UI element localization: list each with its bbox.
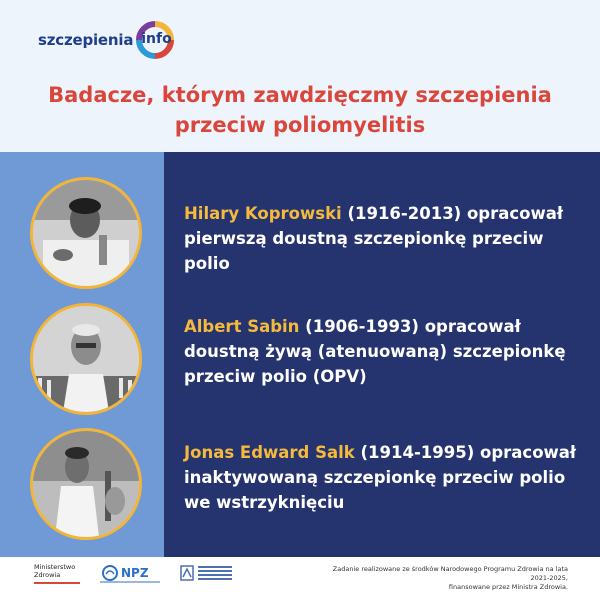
ministry-line-1: Ministerstwo: [34, 563, 76, 571]
logo-ring-icon: [135, 20, 175, 60]
logo[interactable]: [38, 20, 175, 60]
npz-subline: [100, 581, 160, 583]
npz-logo[interactable]: [102, 565, 149, 581]
portrait-koprowski: [30, 177, 142, 289]
scientist-name: Jonas Edward Salk: [184, 443, 355, 462]
nih-logo[interactable]: [180, 564, 232, 582]
npz-logo-icon: [102, 565, 118, 581]
entry-koprowski: [184, 201, 584, 276]
scientist-name: Albert Sabin: [184, 317, 300, 336]
portrait-sabin: [30, 303, 142, 415]
portrait-salk: [30, 428, 142, 540]
funding-note-line-2: finansowane przez Ministra Zdrowia.: [448, 583, 568, 591]
funding-note: [318, 565, 568, 592]
entry-salk: [184, 440, 584, 515]
ministry-line-2: Zdrowia: [34, 571, 61, 579]
funding-note-line-1: Zadanie realizowane ze środków Narodowego Programu Zdrowia na lata 2021-2025,: [332, 565, 568, 582]
npz-label: NPZ: [121, 566, 149, 580]
nih-logo-icon: [180, 565, 194, 581]
scientist-name: Hilary Koprowski: [184, 204, 342, 223]
scientist-description: (1916-2013) opracował pierwszą doustną szczepionkę przeciw polio: [184, 204, 564, 273]
footer: [0, 557, 600, 592]
title-line-2: przeciw poliomyelitis: [174, 113, 426, 137]
nih-text-lines: [198, 564, 232, 582]
entry-sabin: [184, 314, 584, 389]
scientist-description: (1906-1993) opracował doustną żywą (atenuowaną) szczepionkę przeciw polio (OPV): [184, 317, 566, 386]
scientist-description: (1914-1995) opracował inaktywowaną szczepionkę przeciw polio we wstrzyknięciu: [184, 443, 577, 512]
ministry-logo[interactable]: [34, 563, 75, 579]
ministry-underline: [34, 582, 80, 584]
logo-suffix: info: [141, 31, 172, 47]
title-line-1: Badacze, którym zawdzięczmy szczepienia: [48, 83, 552, 107]
logo-brand: szczepienia: [38, 31, 134, 49]
page-title: [20, 80, 580, 140]
header: [0, 0, 600, 152]
